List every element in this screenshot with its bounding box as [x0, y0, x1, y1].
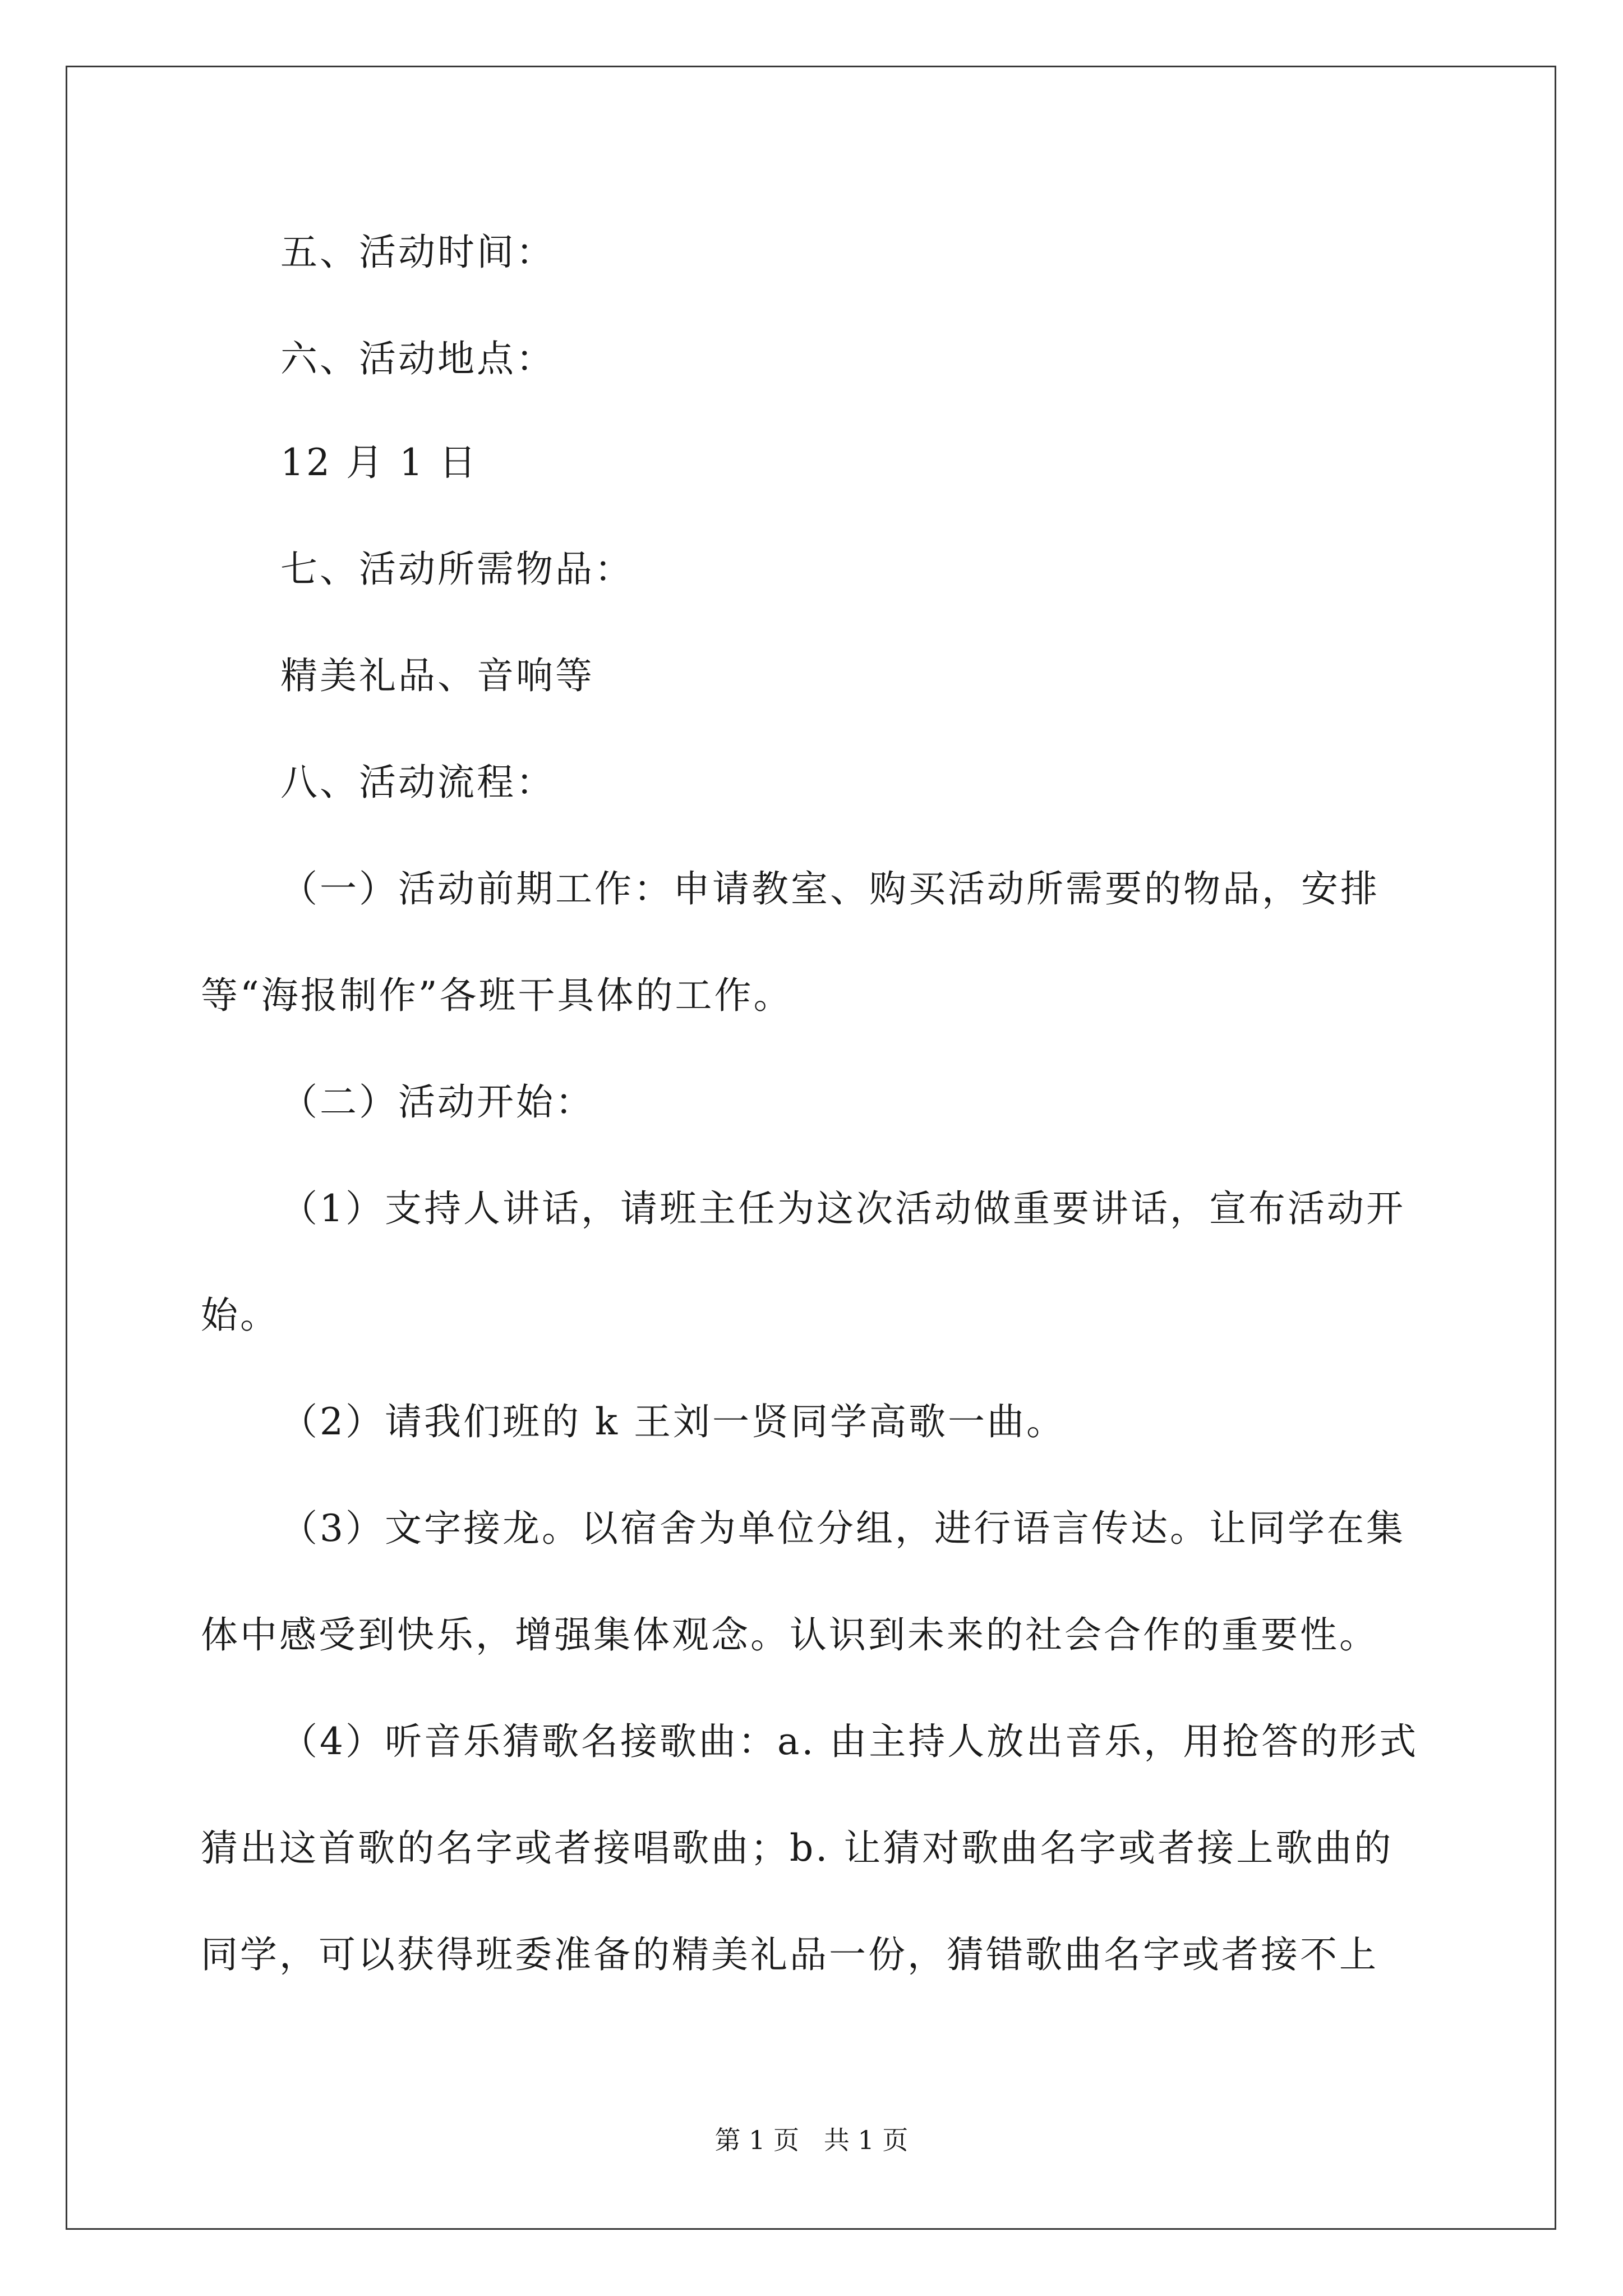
doc-line-15: （4）听音乐猜歌名接歌曲：a. 由主持人放出音乐，用抢答的形式 [280, 1720, 1419, 1763]
page-footer: 第 1 页 共 1 页 [714, 2125, 909, 2155]
doc-line-10: （1）支持人讲话，请班主任为这次活动做重要讲话，宣布活动开 [280, 1187, 1405, 1230]
doc-line-17: 同学，可以获得班委准备的精美礼品一份，猜错歌曲名字或者接不上 [201, 1933, 1378, 1976]
doc-line-14: 体中感受到快乐，增强集体观念。认识到未来的社会合作的重要性。 [201, 1613, 1378, 1657]
doc-line-3: 12 月 1 日 [280, 441, 478, 484]
doc-line-8: 等“海报制作”各班干具体的工作。 [201, 974, 793, 1017]
doc-line-9: （二）活动开始： [280, 1080, 594, 1124]
doc-line-13: （3）文字接龙。以宿舍为单位分组，进行语言传达。让同学在集 [280, 1507, 1405, 1550]
doc-line-6: 八、活动流程： [280, 761, 555, 804]
doc-line-2: 六、活动地点： [280, 337, 555, 380]
doc-line-7: （一）活动前期工作：申请教室、购买活动所需要的物品，安排 [280, 867, 1380, 910]
doc-line-1: 五、活动时间： [280, 231, 555, 274]
doc-line-16: 猜出这首歌的名字或者接唱歌曲；b. 让猜对歌曲名字或者接上歌曲的 [201, 1826, 1394, 1870]
page-border [66, 66, 1556, 2230]
doc-line-4: 七、活动所需物品： [280, 547, 634, 591]
doc-line-11: 始。 [201, 1294, 279, 1337]
doc-line-12: （2）请我们班的 k 王刘一贤同学高歌一曲。 [280, 1400, 1066, 1443]
doc-line-5: 精美礼品、音响等 [280, 654, 594, 697]
